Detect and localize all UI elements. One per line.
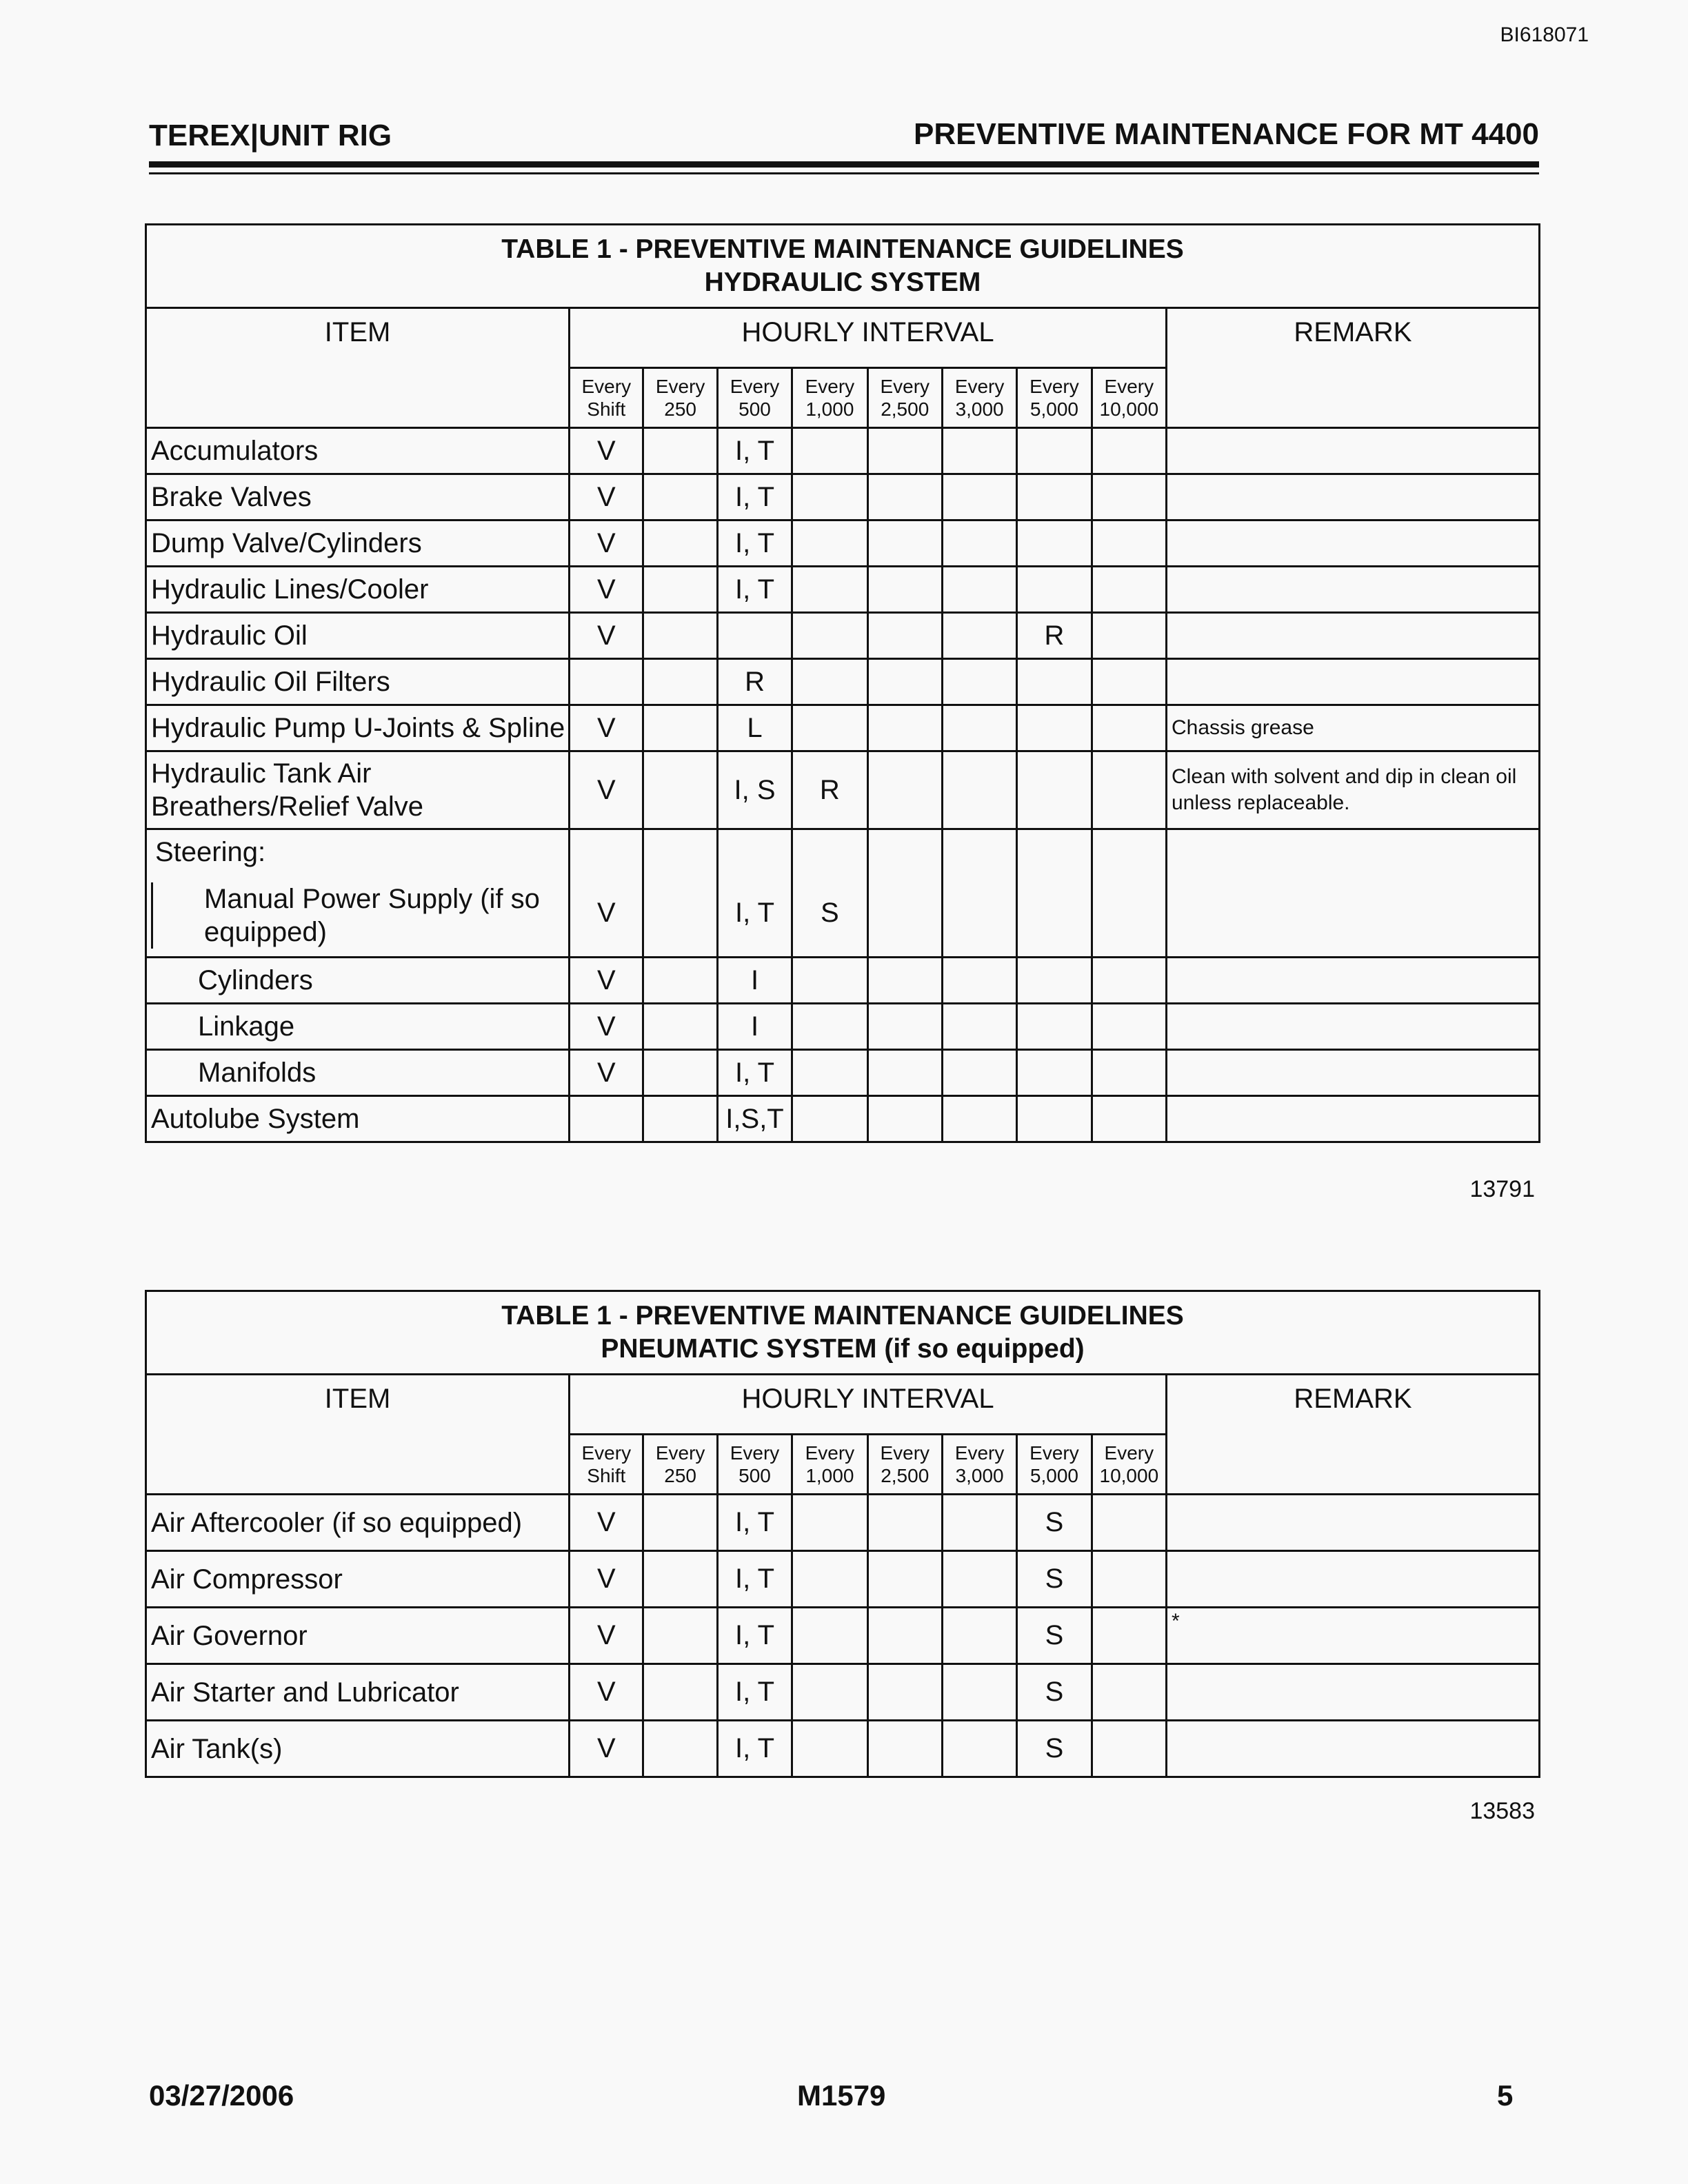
table-row [146, 1721, 1540, 1777]
remark-cell [1167, 520, 1540, 567]
interval-value-cell [867, 1664, 942, 1721]
interval-value-cell [643, 1004, 717, 1050]
interval-value-cell [867, 1551, 942, 1608]
header-rule-thin [149, 172, 1539, 174]
interval-value-cell [792, 958, 867, 1004]
interval-value-cell: V [570, 958, 643, 1004]
interval-value-cell [867, 1050, 942, 1096]
interval-header-cell [867, 1435, 942, 1495]
item-cell: Air Compressor [146, 1551, 570, 1608]
interval-value-cell [1092, 1608, 1166, 1664]
interval-value-cell [1092, 1050, 1166, 1096]
table-row [146, 428, 1540, 474]
interval-label-every: Every [880, 376, 930, 397]
item-cell: Hydraulic Oil Filters [146, 659, 570, 705]
interval-header-cell [1092, 1435, 1166, 1495]
remark-cell [1167, 1495, 1540, 1551]
interval-value-cell [1017, 1050, 1092, 1096]
interval-value-cell [942, 1050, 1016, 1096]
interval-value-cell [643, 567, 717, 613]
interval-label-hours: Shift [587, 1465, 626, 1486]
table-row [146, 1551, 1540, 1608]
table-row [146, 751, 1540, 829]
interval-value-cell [942, 1551, 1016, 1608]
table-row [146, 1004, 1540, 1050]
hourly-interval-header: HOURLY INTERVAL [570, 308, 1167, 368]
interval-label-every: Every [805, 1442, 855, 1464]
interval-value-cell [867, 520, 942, 567]
table-row [146, 1096, 1540, 1142]
interval-value-cell [942, 659, 1016, 705]
interval-label-hours: 1,000 [805, 398, 854, 420]
interval-value-cell [792, 1551, 867, 1608]
interval-value-cell [867, 1096, 942, 1142]
interval-value-cell: I, T [717, 1721, 792, 1777]
interval-value-cell: I [717, 1004, 792, 1050]
table-row [146, 520, 1540, 567]
interval-value-cell [643, 829, 717, 958]
interval-label-every: Every [655, 1442, 705, 1464]
interval-label-every: Every [730, 376, 780, 397]
interval-label-every: Every [954, 376, 1005, 397]
remark-cell [1167, 958, 1540, 1004]
interval-value-cell: I, S [717, 751, 792, 829]
interval-value-cell [1092, 1664, 1166, 1721]
interval-value-cell [643, 1551, 717, 1608]
item-cell: Hydraulic Oil [146, 613, 570, 659]
document-code: BI618071 [1500, 23, 1589, 46]
interval-value-cell [1017, 474, 1092, 520]
interval-value-cell [867, 958, 942, 1004]
remark-cell [1167, 1096, 1540, 1142]
remark-cell: Chassis grease [1167, 705, 1540, 751]
interval-value-cell [942, 1721, 1016, 1777]
interval-value-cell [792, 1721, 867, 1777]
interval-label-hours: 2,500 [881, 398, 930, 420]
table-reference-number: 13791 [1469, 1176, 1535, 1202]
interval-value-cell [643, 613, 717, 659]
remark-cell [1167, 567, 1540, 613]
table-row [146, 705, 1540, 751]
interval-header-cell [643, 1435, 717, 1495]
table-row [146, 958, 1540, 1004]
interval-value-cell [1092, 751, 1166, 829]
interval-value-cell: S [792, 829, 867, 958]
interval-value-cell [643, 751, 717, 829]
interval-value-cell [867, 659, 942, 705]
interval-value-cell [643, 520, 717, 567]
interval-value-cell: V [570, 428, 643, 474]
interval-value-cell [1092, 1004, 1166, 1050]
interval-label-every: Every [655, 376, 705, 397]
interval-value-cell: V [570, 1050, 643, 1096]
table-row [146, 1050, 1540, 1096]
item-cell [146, 829, 570, 958]
interval-value-cell [1017, 520, 1092, 567]
interval-value-cell [792, 1004, 867, 1050]
item-cell: Manifolds [146, 1050, 570, 1096]
interval-value-cell [942, 1096, 1016, 1142]
interval-value-cell [1092, 1721, 1166, 1777]
item-column-header: ITEM [146, 308, 570, 428]
remark-cell [1167, 1721, 1540, 1777]
interval-value-cell: S [1017, 1608, 1092, 1664]
interval-label-every: Every [1104, 1442, 1154, 1464]
interval-value-cell [942, 428, 1016, 474]
interval-value-cell [867, 567, 942, 613]
interval-value-cell: V [570, 1551, 643, 1608]
interval-value-cell [867, 1608, 942, 1664]
interval-label-hours: 10,000 [1099, 1465, 1159, 1486]
interval-value-cell: V [570, 520, 643, 567]
interval-label-every: Every [581, 376, 632, 397]
interval-label-hours: 2,500 [881, 1465, 930, 1486]
interval-value-cell: I, T [717, 567, 792, 613]
interval-value-cell: V [570, 613, 643, 659]
interval-label-every: Every [730, 1442, 780, 1464]
interval-value-cell: S [1017, 1495, 1092, 1551]
interval-value-cell [792, 567, 867, 613]
item-cell: Hydraulic Pump U-Joints & Spline [146, 705, 570, 751]
interval-header-cell [570, 368, 643, 428]
table-row [146, 1664, 1540, 1721]
interval-label-every: Every [1029, 376, 1079, 397]
interval-value-cell [1017, 958, 1092, 1004]
interval-value-cell [643, 1096, 717, 1142]
interval-label-hours: 500 [738, 398, 771, 420]
interval-value-cell [792, 1495, 867, 1551]
interval-value-cell [867, 1495, 942, 1551]
remark-column-header: REMARK [1167, 308, 1540, 428]
interval-value-cell: L [717, 705, 792, 751]
interval-value-cell [643, 474, 717, 520]
interval-header-cell [1017, 368, 1092, 428]
interval-value-cell [942, 751, 1016, 829]
interval-value-cell [792, 520, 867, 567]
interval-value-cell: I, T [717, 1551, 792, 1608]
item-group-label: Steering: [155, 837, 266, 867]
table-row [146, 613, 1540, 659]
item-cell: Brake Valves [146, 474, 570, 520]
interval-value-cell: V [570, 1608, 643, 1664]
interval-label-hours: 250 [664, 1465, 696, 1486]
interval-value-cell [1017, 751, 1092, 829]
interval-value-cell: R [792, 751, 867, 829]
interval-value-cell [1017, 829, 1092, 958]
interval-value-cell [1092, 829, 1166, 958]
interval-header-cell [717, 1435, 792, 1495]
interval-value-cell [570, 659, 643, 705]
table-row [146, 1495, 1540, 1551]
interval-value-cell [1092, 428, 1166, 474]
interval-label-hours: 500 [738, 1465, 771, 1486]
footer-document-number: M1579 [797, 2079, 886, 2112]
interval-label-hours: Shift [587, 398, 626, 420]
interval-header-cell [792, 1435, 867, 1495]
interval-value-cell [643, 659, 717, 705]
interval-value-cell [643, 1495, 717, 1551]
interval-value-cell [643, 1608, 717, 1664]
interval-value-cell: I, T [717, 1608, 792, 1664]
table-title-line1: TABLE 1 - PREVENTIVE MAINTENANCE GUIDELINES [501, 1301, 1184, 1331]
interval-label-every: Every [1104, 376, 1154, 397]
interval-header-cell [867, 368, 942, 428]
interval-value-cell [942, 567, 1016, 613]
interval-value-cell: R [717, 659, 792, 705]
table-reference-number: 13583 [1469, 1798, 1535, 1824]
interval-value-cell: V [570, 1004, 643, 1050]
interval-value-cell [1092, 1495, 1166, 1551]
interval-value-cell [942, 1495, 1016, 1551]
interval-value-cell [643, 1050, 717, 1096]
table-row [146, 1608, 1540, 1664]
remark-cell [1167, 474, 1540, 520]
item-cell: Hydraulic Lines/Cooler [146, 567, 570, 613]
interval-value-cell [867, 829, 942, 958]
interval-value-cell [1092, 520, 1166, 567]
manufacturer-header: TEREX|UNIT RIG [149, 119, 392, 152]
interval-value-cell [792, 1050, 867, 1096]
interval-value-cell [867, 1721, 942, 1777]
footer-page-number: 5 [1497, 2079, 1514, 2112]
item-cell: Linkage [146, 1004, 570, 1050]
interval-value-cell [942, 829, 1016, 958]
interval-value-cell: S [1017, 1721, 1092, 1777]
interval-value-cell [1017, 659, 1092, 705]
interval-header-cell [942, 1435, 1016, 1495]
interval-value-cell [942, 1608, 1016, 1664]
interval-value-cell [792, 659, 867, 705]
interval-header-cell [570, 1435, 643, 1495]
interval-value-cell: V [570, 474, 643, 520]
table-title [146, 1291, 1540, 1375]
interval-value-cell [867, 474, 942, 520]
interval-value-cell: S [1017, 1664, 1092, 1721]
interval-value-cell [867, 613, 942, 659]
item-cell: Air Starter and Lubricator [146, 1664, 570, 1721]
interval-label-hours: 10,000 [1099, 398, 1159, 420]
interval-label-every: Every [954, 1442, 1005, 1464]
remark-column-header: REMARK [1167, 1375, 1540, 1495]
item-cell: Air Tank(s) [146, 1721, 570, 1777]
interval-value-cell: I, T [717, 474, 792, 520]
item-column-header: ITEM [146, 1375, 570, 1495]
interval-value-cell [643, 1721, 717, 1777]
item-cell: Dump Valve/Cylinders [146, 520, 570, 567]
interval-value-cell [1092, 1551, 1166, 1608]
interval-label-every: Every [581, 1442, 632, 1464]
interval-value-cell [1092, 705, 1166, 751]
interval-value-cell [717, 613, 792, 659]
interval-value-cell [792, 428, 867, 474]
interval-value-cell [1092, 474, 1166, 520]
item-cell: Air Governor [146, 1608, 570, 1664]
table-title-line2: HYDRAULIC SYSTEM [704, 267, 981, 297]
table-row [146, 474, 1540, 520]
interval-value-cell: I, T [717, 1495, 792, 1551]
interval-value-cell: V [570, 567, 643, 613]
interval-value-cell [867, 705, 942, 751]
remark-cell [1167, 659, 1540, 705]
interval-value-cell [643, 705, 717, 751]
table-title [146, 225, 1540, 308]
interval-value-cell: I,S,T [717, 1096, 792, 1142]
table-title-line1: TABLE 1 - PREVENTIVE MAINTENANCE GUIDELINES [501, 234, 1184, 264]
interval-value-cell [942, 1004, 1016, 1050]
interval-value-cell [942, 474, 1016, 520]
manual-title-header: PREVENTIVE MAINTENANCE FOR MT 4400 [913, 117, 1539, 151]
table-row [146, 567, 1540, 613]
footer-date: 03/27/2006 [149, 2079, 294, 2112]
table-title-line2: PNEUMATIC SYSTEM (if so equipped) [601, 1334, 1085, 1364]
interval-value-cell: I, T [717, 1664, 792, 1721]
interval-header-cell [942, 368, 1016, 428]
interval-value-cell [867, 751, 942, 829]
interval-value-cell: R [1017, 613, 1092, 659]
interval-value-cell: I, T [717, 1050, 792, 1096]
interval-value-cell [1017, 705, 1092, 751]
interval-value-cell [643, 428, 717, 474]
table-row [146, 659, 1540, 705]
interval-value-cell: I [717, 958, 792, 1004]
interval-value-cell: I, T [717, 428, 792, 474]
table-row [146, 829, 1540, 958]
item-cell: Accumulators [146, 428, 570, 474]
interval-label-hours: 250 [664, 398, 696, 420]
interval-value-cell [867, 1004, 942, 1050]
interval-value-cell [1017, 567, 1092, 613]
interval-value-cell [1017, 1096, 1092, 1142]
interval-label-every: Every [805, 376, 855, 397]
interval-value-cell [792, 1608, 867, 1664]
interval-value-cell [867, 428, 942, 474]
interval-value-cell [1017, 428, 1092, 474]
interval-value-cell [942, 613, 1016, 659]
interval-value-cell [942, 520, 1016, 567]
interval-value-cell [792, 1664, 867, 1721]
item-cell: Cylinders [146, 958, 570, 1004]
interval-value-cell [792, 705, 867, 751]
interval-value-cell [942, 1664, 1016, 1721]
interval-header-cell [792, 368, 867, 428]
interval-value-cell [792, 1096, 867, 1142]
item-label: Manual Power Supply (if so equipped) [151, 882, 568, 949]
pneumatic-maintenance-table [145, 1290, 1540, 1778]
interval-value-cell: V [570, 1495, 643, 1551]
interval-value-cell [942, 958, 1016, 1004]
interval-value-cell: V [570, 705, 643, 751]
interval-value-cell [942, 705, 1016, 751]
interval-value-cell [643, 958, 717, 1004]
remark-cell [1167, 613, 1540, 659]
interval-value-cell: V [570, 751, 643, 829]
remark-cell [1167, 1050, 1540, 1096]
interval-label-hours: 1,000 [805, 1465, 854, 1486]
interval-value-cell [643, 1664, 717, 1721]
interval-value-cell: S [1017, 1551, 1092, 1608]
remark-cell: Clean with solvent and dip in clean oil unless replaceable. [1167, 751, 1540, 829]
interval-label-every: Every [880, 1442, 930, 1464]
interval-value-cell: I, T [717, 829, 792, 958]
remark-cell [1167, 1664, 1540, 1721]
interval-value-cell: V [570, 829, 643, 958]
interval-label-hours: 3,000 [955, 1465, 1004, 1486]
interval-value-cell [1092, 567, 1166, 613]
interval-header-cell [1092, 368, 1166, 428]
interval-label-every: Every [1029, 1442, 1079, 1464]
item-cell: Hydraulic Tank Air Breathers/Relief Valve [146, 751, 570, 829]
interval-value-cell [792, 613, 867, 659]
remark-cell [1167, 428, 1540, 474]
remark-cell: * [1167, 1608, 1540, 1664]
interval-header-cell [643, 368, 717, 428]
interval-label-hours: 3,000 [955, 398, 1004, 420]
interval-value-cell: V [570, 1721, 643, 1777]
header-rule-thick [149, 161, 1539, 168]
interval-label-hours: 5,000 [1029, 1465, 1078, 1486]
interval-value-cell [570, 1096, 643, 1142]
item-cell: Autolube System [146, 1096, 570, 1142]
hydraulic-maintenance-table [145, 223, 1540, 1143]
interval-value-cell [1092, 958, 1166, 1004]
interval-value-cell [1017, 1004, 1092, 1050]
remark-cell [1167, 1004, 1540, 1050]
interval-value-cell [1092, 1096, 1166, 1142]
interval-value-cell: I, T [717, 520, 792, 567]
interval-value-cell [792, 474, 867, 520]
remark-cell [1167, 829, 1540, 958]
interval-header-cell [1017, 1435, 1092, 1495]
interval-value-cell [1092, 659, 1166, 705]
interval-value-cell [1092, 613, 1166, 659]
item-cell: Air Aftercooler (if so equipped) [146, 1495, 570, 1551]
interval-value-cell: V [570, 1664, 643, 1721]
hourly-interval-header: HOURLY INTERVAL [570, 1375, 1167, 1435]
interval-header-cell [717, 368, 792, 428]
remark-cell [1167, 1551, 1540, 1608]
interval-label-hours: 5,000 [1029, 398, 1078, 420]
